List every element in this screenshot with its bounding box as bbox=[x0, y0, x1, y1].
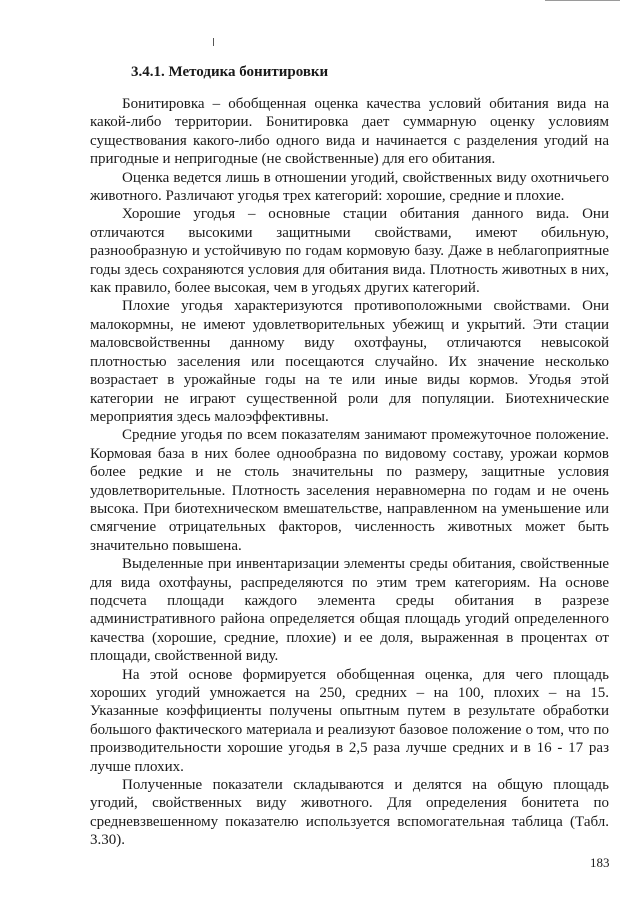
paragraph-medium-lands: Средние угодья по всем показателям занимают промежуточное положение. Кормовая база в них более однообразна по видовому составу, урожаи кормов более редкие и не столь значительны по размеру, защитные условия удовлетворительные. Плотность заселения неравномерна по годам и не очень высока. При биотехническом вмешательстве, направленном на уменьшение или смягчение отрицательных факторов, численность животных может быть значительно повышена. bbox=[90, 427, 609, 554]
paragraph-categories: Оценка ведется лишь в отношении угодий, свойственных виду охотничьего животного. Различают угодья трех категорий: хорошие, средние и плохие. bbox=[90, 169, 609, 205]
paragraph-coefficients: На этой основе формируется обобщенная оценка, для чего площадь хороших угодий умножается на 250, средних – на 100, плохих – на 15. Указанные коэффициенты получены опытным путем в результате обработки большого фактического материала и реализуют базовое положение о том, что по производительности хорошие угодья в 2,5 раза лучше средних и в 16 - 17 раз лучше плохих. bbox=[90, 666, 609, 775]
body-text bbox=[90, 95, 609, 850]
paragraph-final-score: Полученные показатели складываются и делятся на общую площадь угодий, свойственных виду животного. Для определения бонитета по средневзвешенному показателю используется вспомогательная таблица (Табл. 3.30). bbox=[90, 777, 609, 849]
paragraph-good-lands: Хорошие угодья – основные стации обитания данного вида. Они отличаются высокими защитными свойствами, имеют обильную, разнообразную и устойчивую по годам кормовую базу. Даже в неблагоприятные годы здесь сохраняются условия для обитания вида. Плотность животных в них, как правило, более высокая, чем в угодьях других категорий. bbox=[90, 206, 609, 297]
paragraph-inventory: Выделенные при инвентаризации элементы среды обитания, свойственные для вида охотфауны, распределяются по этим трем категориям. На основе подсчета площади каждого элемента среды обитания в разрезе административного района определяется общая площадь угодий определенного качества (хорошие, средние, плохие) и ее доля, выраженная в процентах от площади, свойственной виду. bbox=[90, 556, 609, 665]
paragraph-poor-lands: Плохие угодья характеризуются противоположными свойствами. Они малокормны, не имеют удовлетворительных убежищ и укрытий. Эти стации маловсвойственны данному виду охотфауны, отличаются невысокой плотностью заселения или посещаются случайно. Их значение несколько возрастает в урожайные годы на те или иные виды кормов. Угодья этой категории не играют существенной роли для популяции. Биотехнические мероприятия здесь малоэффективны. bbox=[90, 298, 609, 425]
section-heading: 3.4.1. Методика бонитировки bbox=[131, 64, 329, 80]
scan-edge-line bbox=[545, 0, 620, 1]
page-number: 183 bbox=[590, 855, 610, 870]
scan-mark bbox=[213, 38, 214, 46]
paragraph-definition: Бонитировка – обобщенная оценка качества условий обитания вида на какой-либо территории. Бонитировка дает суммарную оценку условиям существования какого-либо одного вида и начинается с разделения угодий на пригодные и непригодные (не свойственные) для его обитания. bbox=[90, 96, 609, 168]
